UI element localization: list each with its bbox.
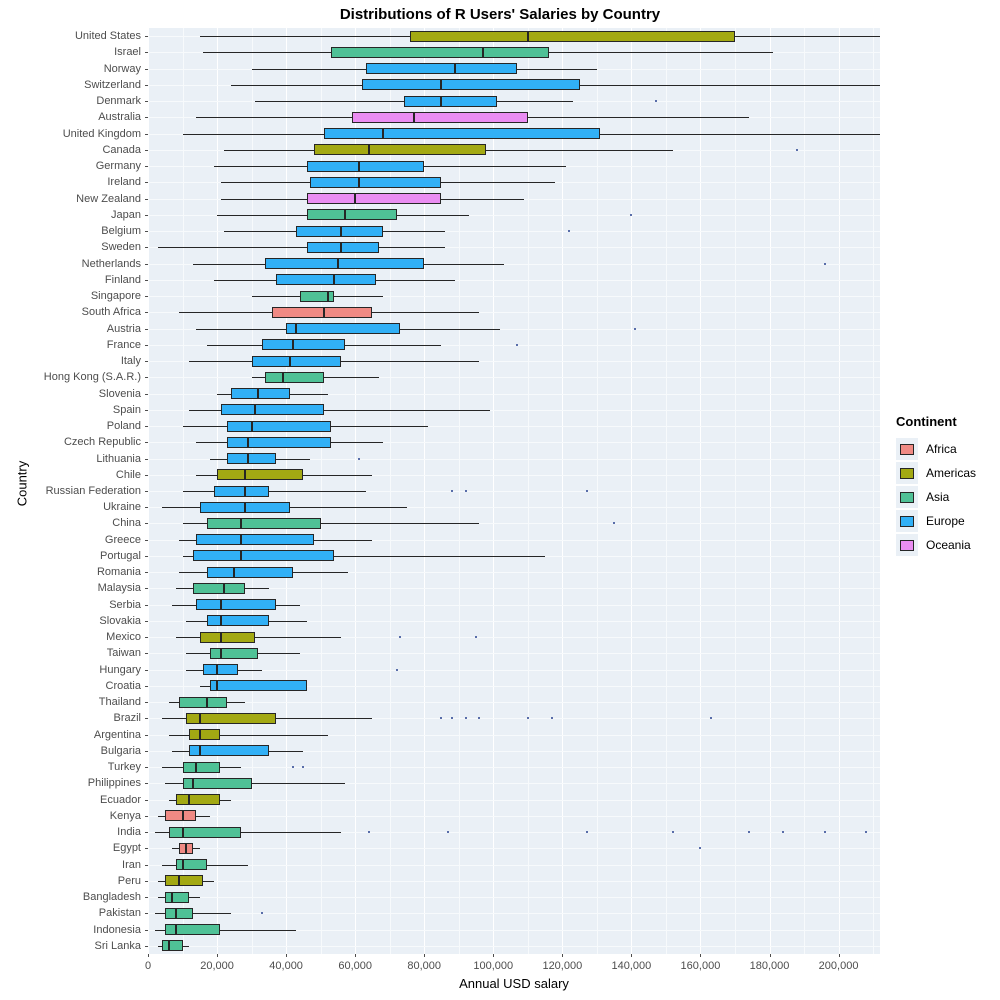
y-tick-mark [145, 800, 148, 801]
y-tick-mark [145, 735, 148, 736]
box [193, 550, 335, 561]
x-tick-label: 160,000 [680, 960, 721, 972]
y-tick-label: Ecuador [100, 793, 141, 806]
x-tick-label: 80,000 [407, 960, 442, 972]
box [189, 729, 220, 740]
box [179, 697, 227, 708]
y-tick-label: China [112, 517, 141, 530]
outlier-point [655, 100, 657, 102]
y-tick-label: Bulgaria [100, 744, 141, 757]
y-tick-label: Egypt [112, 842, 141, 855]
legend-label: Asia [926, 490, 950, 504]
box-median [199, 713, 201, 724]
x-tick-label: 100,000 [473, 960, 514, 972]
box-median [244, 486, 246, 497]
y-tick-mark [145, 166, 148, 167]
y-tick-mark [145, 150, 148, 151]
y-tick-label: Finland [104, 273, 141, 286]
y-tick-label: Lithuania [96, 452, 141, 465]
y-tick-mark [145, 475, 148, 476]
box-median [182, 827, 184, 838]
box-median [175, 924, 177, 935]
legend-swatch-background [896, 438, 918, 460]
box [352, 112, 528, 123]
legend [896, 414, 1000, 557]
box-median [206, 697, 208, 708]
box [165, 908, 193, 919]
y-tick-label: Greece [104, 533, 141, 546]
y-tick-mark [145, 588, 148, 589]
legend-swatch-background [896, 462, 918, 484]
box-median [199, 745, 201, 756]
y-tick-label: Japan [111, 208, 141, 221]
legend-label: Africa [926, 442, 957, 456]
y-tick-mark [145, 930, 148, 931]
y-tick-mark [145, 865, 148, 866]
box-median [354, 193, 356, 204]
y-tick-label: Romania [96, 566, 141, 579]
x-tick-mark [631, 954, 632, 957]
y-tick-label: New Zealand [76, 192, 141, 205]
outlier-point [796, 149, 798, 151]
box [310, 177, 441, 188]
box [193, 583, 245, 594]
x-tick-label: 200,000 [818, 960, 859, 972]
y-gridline [148, 848, 880, 849]
box-median [340, 226, 342, 237]
box [252, 356, 342, 367]
y-tick-mark [145, 848, 148, 849]
y-tick-mark [145, 702, 148, 703]
box [165, 924, 220, 935]
box [231, 388, 290, 399]
outlier-point [824, 263, 826, 265]
y-tick-label: Pakistan [98, 907, 141, 920]
y-tick-label: Germany [95, 160, 141, 173]
y-tick-mark [145, 329, 148, 330]
box [165, 892, 189, 903]
box [169, 827, 242, 838]
y-tick-mark [145, 653, 148, 654]
y-tick-label: Peru [117, 874, 141, 887]
y-tick-mark [145, 605, 148, 606]
y-tick-mark [145, 897, 148, 898]
box [207, 567, 293, 578]
y-tick-label: Austria [106, 322, 141, 335]
legend-swatch-background [896, 510, 918, 532]
y-tick-mark [145, 881, 148, 882]
box [300, 291, 335, 302]
box-median [178, 875, 180, 886]
box [324, 128, 600, 139]
y-tick-label: Malaysia [97, 582, 141, 595]
box-median [440, 96, 442, 107]
y-axis-label: Country [14, 460, 30, 507]
legend-title: Continent [896, 414, 957, 429]
box-median [244, 469, 246, 480]
y-tick-mark [145, 52, 148, 53]
y-gridline [148, 816, 880, 817]
y-tick-mark [145, 117, 148, 118]
y-tick-mark [145, 36, 148, 37]
y-tick-mark [145, 215, 148, 216]
legend-swatch-background [896, 486, 918, 508]
box-median [527, 31, 529, 42]
y-tick-mark [145, 361, 148, 362]
y-tick-label: Chile [115, 468, 141, 481]
y-tick-label: Ireland [107, 176, 141, 189]
box-median [440, 79, 442, 90]
y-tick-mark [145, 247, 148, 248]
box-median [182, 810, 184, 821]
y-tick-mark [145, 572, 148, 573]
box-median [368, 144, 370, 155]
legend-swatch [900, 516, 914, 527]
box-median [257, 388, 259, 399]
y-tick-mark [145, 442, 148, 443]
y-tick-mark [145, 182, 148, 183]
box [307, 242, 380, 253]
y-tick-mark [145, 296, 148, 297]
y-tick-label: Netherlands [81, 257, 141, 270]
y-tick-label: Switzerland [84, 78, 141, 91]
legend-items [896, 437, 1000, 557]
box-median [482, 47, 484, 58]
y-tick-label: Sweden [101, 241, 141, 254]
x-tick-label: 0 [144, 960, 152, 972]
box-median [333, 274, 335, 285]
y-tick-label: Philippines [87, 777, 141, 790]
legend-swatch [900, 492, 914, 503]
y-gridline [148, 767, 880, 768]
y-tick-label: Brazil [113, 712, 141, 725]
box-median [188, 794, 190, 805]
y-tick-mark [145, 199, 148, 200]
x-tick-label: 140,000 [611, 960, 652, 972]
y-tick-label: Kenya [109, 809, 141, 822]
box [265, 258, 424, 269]
x-tick-mark [424, 954, 425, 957]
y-tick-label: India [117, 826, 141, 839]
x-tick-mark [217, 954, 218, 957]
y-tick-label: United States [74, 30, 141, 43]
y-tick-label: Croatia [105, 679, 141, 692]
y-tick-mark [145, 69, 148, 70]
outlier-point [748, 831, 750, 833]
box-median [344, 209, 346, 220]
box [214, 486, 269, 497]
box-median [247, 453, 249, 464]
outlier-point [451, 490, 453, 492]
box-median [323, 307, 325, 318]
y-tick-label: Ukraine [103, 501, 141, 514]
legend-swatch-background [896, 534, 918, 556]
y-tick-label: Hungary [99, 663, 141, 676]
y-tick-mark [145, 523, 148, 524]
y-tick-mark [145, 718, 148, 719]
box-median [192, 778, 194, 789]
x-tick-label: 40,000 [269, 960, 303, 972]
x-tick-label: 60,000 [338, 960, 372, 972]
y-tick-label: Taiwan [106, 647, 141, 660]
legend-item [896, 509, 1000, 533]
y-tick-mark [145, 491, 148, 492]
y-gridline [148, 865, 880, 866]
box-median [240, 534, 242, 545]
y-tick-label: Hong Kong (S.A.R.) [43, 371, 141, 384]
box-median [220, 615, 222, 626]
y-gridline [148, 702, 880, 703]
y-tick-label: France [106, 338, 141, 351]
legend-item [896, 485, 1000, 509]
x-tick-mark [493, 954, 494, 957]
box [227, 437, 331, 448]
box [307, 161, 424, 172]
chart-title: Distributions of R Users' Salaries by Country [339, 6, 661, 23]
box-median [182, 859, 184, 870]
box-whisker [158, 247, 445, 248]
box [410, 31, 735, 42]
box-median [220, 648, 222, 659]
box [362, 79, 580, 90]
box [189, 745, 268, 756]
legend-label: Americas [926, 466, 977, 480]
box-median [223, 583, 225, 594]
y-tick-label: Slovenia [98, 387, 141, 400]
box [210, 648, 258, 659]
box-median [220, 632, 222, 643]
box-median [295, 323, 297, 334]
box-median [168, 940, 170, 951]
y-tick-label: Mexico [106, 631, 141, 644]
y-tick-mark [145, 556, 148, 557]
y-tick-mark [145, 946, 148, 947]
legend-label: Europe [926, 514, 965, 528]
box [203, 664, 238, 675]
box-median [358, 177, 360, 188]
y-tick-label: South Africa [81, 306, 141, 319]
y-tick-mark [145, 637, 148, 638]
y-gridline [148, 881, 880, 882]
box [196, 534, 313, 545]
y-tick-mark [145, 394, 148, 395]
x-tick-mark [148, 954, 149, 957]
y-tick-label: Portugal [100, 549, 141, 562]
legend-item [896, 461, 1000, 485]
box [286, 323, 400, 334]
y-tick-mark [145, 621, 148, 622]
y-tick-label: Czech Republic [63, 436, 141, 449]
y-tick-mark [145, 540, 148, 541]
legend-item [896, 533, 1000, 557]
box-median [327, 291, 329, 302]
y-tick-mark [145, 832, 148, 833]
box [262, 339, 345, 350]
box [217, 469, 303, 480]
legend-swatch [900, 540, 914, 551]
y-tick-mark [145, 280, 148, 281]
y-tick-label: Israel [114, 46, 141, 59]
box-median [216, 680, 218, 691]
y-tick-label: Norway [103, 62, 141, 75]
box [331, 47, 549, 58]
x-tick-mark [770, 954, 771, 957]
x-tick-mark [700, 954, 701, 957]
y-tick-mark [145, 312, 148, 313]
outlier-point [396, 669, 398, 671]
box [165, 875, 203, 886]
legend-label: Oceania [926, 538, 971, 552]
box [207, 615, 269, 626]
box-median [358, 161, 360, 172]
box-median [185, 843, 187, 854]
y-tick-mark [145, 816, 148, 817]
y-tick-mark [145, 913, 148, 914]
outlier-point [358, 458, 360, 460]
y-tick-mark [145, 767, 148, 768]
x-tick-label: 20,000 [200, 960, 234, 972]
box-median [337, 258, 339, 269]
x-tick-mark [286, 954, 287, 957]
box [221, 404, 325, 415]
box [404, 96, 497, 107]
box-median [240, 518, 242, 529]
y-tick-mark [145, 134, 148, 135]
y-tick-label: Bangladesh [82, 891, 141, 904]
y-tick-label: Singapore [90, 290, 141, 303]
y-tick-mark [145, 670, 148, 671]
y-tick-mark [145, 345, 148, 346]
box-median [254, 404, 256, 415]
outlier-point [824, 831, 826, 833]
outlier-point [634, 328, 636, 330]
box-median [382, 128, 384, 139]
box-median [220, 599, 222, 610]
box [176, 859, 207, 870]
y-gridline [148, 800, 880, 801]
x-tick-mark [562, 954, 563, 957]
legend-item [896, 437, 1000, 461]
box [176, 794, 221, 805]
y-tick-mark [145, 264, 148, 265]
box [183, 762, 221, 773]
y-tick-label: Belgium [101, 225, 141, 238]
box [366, 63, 518, 74]
y-tick-label: Sri Lanka [94, 939, 141, 952]
x-tick-mark [355, 954, 356, 957]
y-gridline [148, 897, 880, 898]
y-tick-mark [145, 85, 148, 86]
outlier-point [586, 831, 588, 833]
box-median [195, 762, 197, 773]
y-tick-mark [145, 783, 148, 784]
box [265, 372, 324, 383]
legend-swatch [900, 468, 914, 479]
y-tick-mark [145, 459, 148, 460]
box-median [171, 892, 173, 903]
box [162, 940, 183, 951]
y-tick-label: Italy [120, 355, 141, 368]
box-median [340, 242, 342, 253]
y-tick-mark [145, 101, 148, 102]
box [227, 421, 331, 432]
legend-swatch [900, 444, 914, 455]
y-tick-label: Canada [102, 143, 141, 156]
x-tick-label: 120,000 [542, 960, 583, 972]
y-tick-mark [145, 426, 148, 427]
outlier-point [586, 490, 588, 492]
box [210, 680, 307, 691]
box [200, 632, 255, 643]
box-median [289, 356, 291, 367]
x-tick-label: 180,000 [749, 960, 790, 972]
box-median [216, 664, 218, 675]
y-tick-label: Argentina [93, 728, 141, 741]
box [227, 453, 275, 464]
box [276, 274, 376, 285]
box-median [199, 729, 201, 740]
box-whisker [183, 491, 366, 492]
box [196, 599, 275, 610]
y-gridline [148, 913, 880, 914]
box-median [244, 502, 246, 513]
outlier-point [672, 831, 674, 833]
y-tick-label: Thailand [98, 696, 141, 709]
y-tick-label: Indonesia [93, 923, 141, 936]
y-tick-label: Slovakia [99, 614, 141, 627]
box-median [413, 112, 415, 123]
box-median [454, 63, 456, 74]
y-tick-label: Denmark [96, 95, 141, 108]
x-tick-mark [839, 954, 840, 957]
box-median [282, 372, 284, 383]
y-tick-label: Spain [112, 403, 141, 416]
y-tick-mark [145, 231, 148, 232]
box-median [175, 908, 177, 919]
box-median [247, 437, 249, 448]
y-tick-mark [145, 751, 148, 752]
box-median [292, 339, 294, 350]
box [207, 518, 321, 529]
y-tick-label: Poland [106, 420, 141, 433]
box [307, 209, 397, 220]
y-tick-label: Russian Federation [45, 485, 141, 497]
plot-panel [148, 28, 880, 954]
y-tick-label: Turkey [107, 761, 141, 774]
y-tick-label: Serbia [109, 598, 141, 611]
y-gridline [148, 946, 880, 947]
box [314, 144, 487, 155]
box-median [240, 550, 242, 561]
x-axis-label: Annual USD salary [459, 976, 569, 991]
y-tick-label: United Kingdom [62, 127, 141, 140]
y-tick-label: Iran [122, 858, 141, 871]
y-tick-mark [145, 377, 148, 378]
y-tick-mark [145, 507, 148, 508]
y-tick-mark [145, 410, 148, 411]
box-median [251, 421, 253, 432]
box-median [233, 567, 235, 578]
y-tick-mark [145, 686, 148, 687]
outlier-point [465, 490, 467, 492]
box [307, 193, 442, 204]
y-tick-label: Australia [98, 111, 141, 124]
